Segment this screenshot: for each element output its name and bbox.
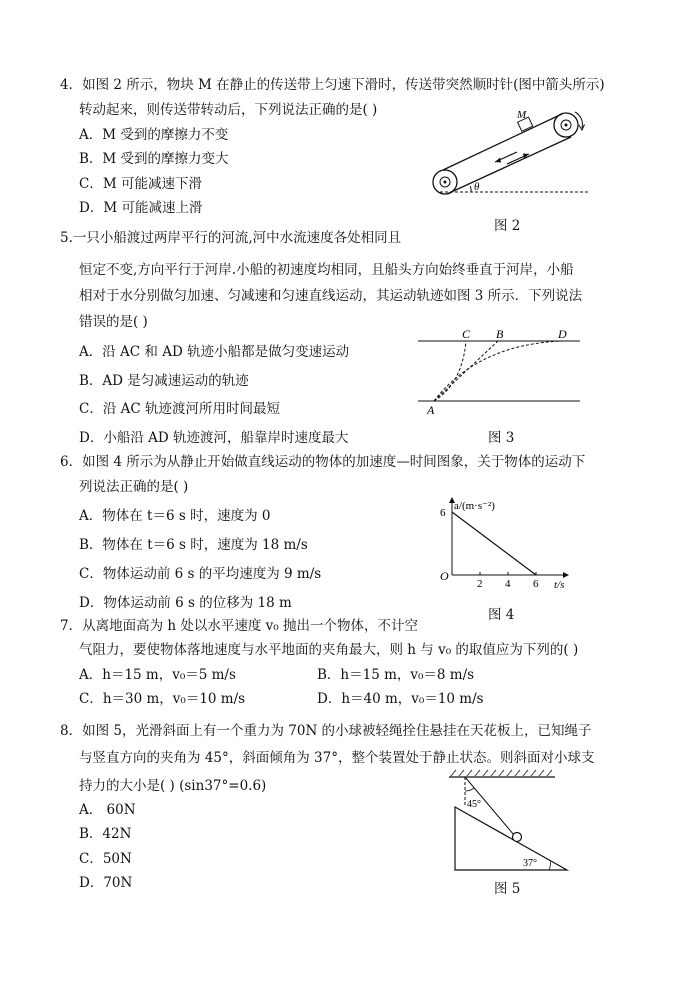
q7-stem-line2: 气阻力，要使物体落地速度与水平地面的夹角最大，则 h 与 v₀ 的取值应为下列的( ) xyxy=(79,642,579,658)
q6-option-c: C．物体运动前 6 s 的平均速度为 9 m/s xyxy=(79,566,322,582)
point-b-label: B xyxy=(496,327,504,341)
q7-stem-line1: 7．从离地面高为 h 处以水平速度 v₀ 抛出一个物体，不计空 xyxy=(60,618,418,634)
figure-4-caption: 图 4 xyxy=(488,607,515,623)
figure-3-caption: 图 3 xyxy=(488,430,515,446)
q6-option-b: B．物体在 t＝6 s 时，速度为 18 m/s xyxy=(79,537,308,553)
q8-option-d: D．70N xyxy=(79,875,133,891)
q6-option-a: A．物体在 t＝6 s 时，速度为 0 xyxy=(79,508,271,524)
ball xyxy=(513,833,522,842)
q6-option-d: D．物体运动前 6 s 的位移为 18 m xyxy=(79,595,292,611)
q6-stem-line2: 列说法正确的是( ) xyxy=(79,479,189,495)
q5-option-a: A．沿 AC 和 AD 轨迹小船都是做匀变速运动 xyxy=(79,344,350,360)
point-c-label: C xyxy=(462,327,471,341)
q5-option-c: C．沿 AC 轨迹渡河所用时间最短 xyxy=(79,401,280,417)
belt-bottom-edge xyxy=(447,137,571,194)
figure-5-caption: 图 5 xyxy=(494,881,521,897)
q8-option-b: B．42N xyxy=(79,826,132,842)
q8-stem-line1: 8．如图 5，光滑斜面上有一个重力为 70N 的小球被轻绳拴住悬挂在天花板上，已知绳子 xyxy=(60,723,592,739)
x-axis-label: t/s xyxy=(554,579,565,591)
q6-stem-line1: 6．如图 4 所示为从静止开始做直线运动的物体的加速度—时间图象，关于物体的运动下 xyxy=(60,454,586,470)
q5-option-d: D．小船沿 AD 轨迹渡河，船靠岸时速度最大 xyxy=(79,430,349,446)
point-d-label: D xyxy=(558,327,567,341)
y-axis-label: a/(m·s⁻²) xyxy=(454,500,495,512)
figure-2-caption: 图 2 xyxy=(494,218,521,234)
q8-option-a: A． 60N xyxy=(79,802,136,818)
q4-stem-line2: 转动起来，则传送带转动后，下列说法正确的是( ) xyxy=(79,102,378,118)
q7-option-d: D．h＝40 m，v₀＝10 m/s xyxy=(317,691,484,707)
q4-option-b: B．M 受到的摩擦力变大 xyxy=(79,151,229,167)
incline-ball-figure xyxy=(445,765,573,873)
trajectory-ac xyxy=(434,341,466,401)
q5-stem-line4: 错误的是( ) xyxy=(79,314,148,330)
q5-stem-line1: 5.一只小船渡过两岸平行的河流,河中水流速度各处相同且 xyxy=(60,230,402,246)
q4-option-a: A．M 受到的摩擦力不变 xyxy=(79,127,229,143)
point-a-label: A xyxy=(427,403,435,417)
q7-option-c: C．h＝30 m，v₀＝10 m/s xyxy=(79,691,246,707)
q7-option-a: A．h＝15 m，v₀＝5 m/s xyxy=(79,667,236,683)
q5-option-b: B．AD 是匀减速运动的轨迹 xyxy=(79,373,249,389)
q4-option-c: C．M 可能减速下滑 xyxy=(79,176,202,192)
belt-top-edge xyxy=(443,114,562,170)
incline-triangle xyxy=(455,807,567,870)
trajectory-ad xyxy=(434,341,563,401)
theta-label: θ xyxy=(474,181,480,193)
q8-stem-line2: 与竖直方向的夹角为 45°，斜面倾角为 37°，整个装置处于静止状态。则斜面对小球支 xyxy=(79,750,595,766)
river-crossing-figure xyxy=(418,326,583,418)
incline-angle-label: 37° xyxy=(523,858,537,869)
clockwise-arrow-icon xyxy=(575,112,582,128)
origin-label: O xyxy=(440,569,449,583)
ceiling-hatching xyxy=(451,770,552,776)
acceleration-line xyxy=(452,512,536,575)
x-tick-label: 6 xyxy=(533,578,539,590)
q4-stem-line1: 4．如图 2 所示，物块 M 在静止的传送带上匀速下滑时，传送带突然顺时针(图中箭头所示) xyxy=(60,77,605,93)
q8-stem-line3: 持力的大小是( ) (sin37°=0.6) xyxy=(79,778,267,794)
acceleration-time-graph xyxy=(430,494,575,594)
x-tick-label: 4 xyxy=(505,578,511,590)
q8-option-c: C．50N xyxy=(79,851,132,867)
block-m-label: M xyxy=(517,109,527,121)
x-tick-label: 2 xyxy=(477,578,483,590)
q7-option-b: B．h＝15 m，v₀＝8 m/s xyxy=(317,667,475,683)
conveyor-belt-figure xyxy=(425,100,590,205)
y-tick-label: 6 xyxy=(440,507,446,519)
q4-option-d: D．M 可能减速上滑 xyxy=(79,200,203,216)
q5-stem-line2: 恒定不变,方向平行于河岸.小船的初速度均相同，且船头方向始终垂直于河岸，小船 xyxy=(79,262,574,278)
trajectory-ab xyxy=(434,341,498,401)
q5-stem-line3: 相对于水分别做匀加速、匀减速和匀速直线运动，其运动轨迹如图 3 所示．下列说法 xyxy=(79,288,583,304)
rope-angle-label: 45° xyxy=(467,799,481,810)
